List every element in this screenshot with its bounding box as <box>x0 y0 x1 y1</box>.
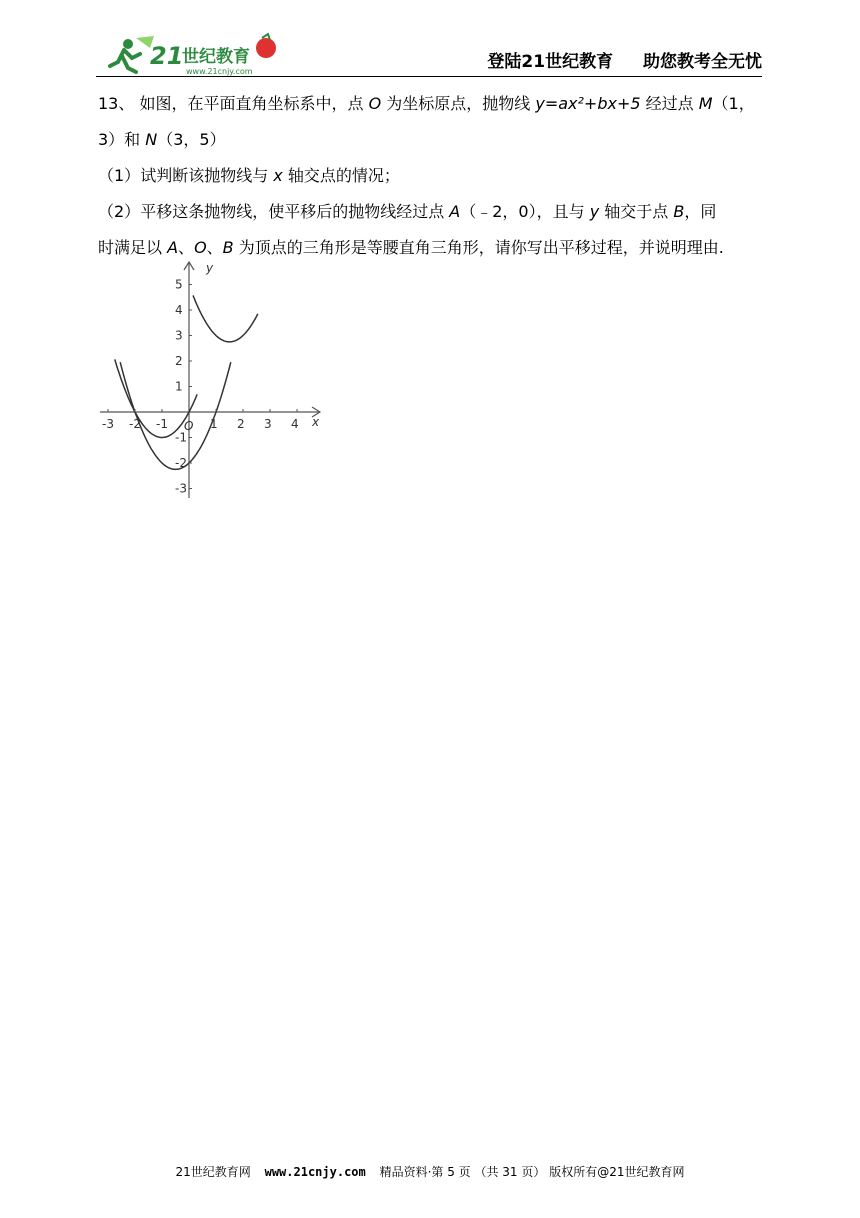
part-2-text: （﹣2，0），且与 <box>460 202 590 221</box>
part-2-text: 轴交于点 <box>599 202 674 221</box>
footer-right: 版权所有@21世纪教育网 <box>549 1165 685 1179</box>
y-tick-label: 2 <box>175 354 183 368</box>
slogan-right: 助您教考全无忧 <box>643 52 762 72</box>
x-tick-label: -2 <box>129 417 141 431</box>
footer-left: 21世纪教育网 <box>175 1165 251 1179</box>
y-tick-label: -2 <box>175 456 187 470</box>
x-tick-label: 4 <box>291 417 299 431</box>
y-tick-label: 1 <box>175 379 183 394</box>
part-2-label: （2） <box>98 202 141 221</box>
question-text: 为坐标原点，抛物线 <box>381 94 536 113</box>
x-axis-label: x <box>312 415 320 429</box>
y-tick-label: -1 <box>175 430 187 445</box>
x-tick-label: 3 <box>264 417 272 431</box>
question-line-2 <box>98 122 762 158</box>
var-y: y <box>589 202 600 221</box>
parabola-shifted-b <box>120 362 231 469</box>
point-b-label: B <box>673 202 685 221</box>
x-tick-label: 1 <box>210 417 218 431</box>
slogan-left: 登陆21世纪教育 <box>487 52 614 72</box>
page-footer <box>0 1163 860 1180</box>
origin-label: O <box>184 419 194 433</box>
part-1 <box>98 158 762 194</box>
svg-text:世纪教育: 世纪教育 <box>182 47 250 67</box>
site-logo <box>106 32 286 76</box>
parabola-original <box>193 295 258 342</box>
part-1-text: 轴交点的情况； <box>282 166 400 185</box>
point-n-label: N <box>145 130 158 149</box>
y-tick-label: 3 <box>175 328 183 343</box>
coord-n: （3，5） <box>157 130 226 149</box>
equation: y=ax²+bx+5 <box>535 94 641 113</box>
question-text: 如图，在平面直角坐标系中，点 <box>139 94 369 113</box>
point-b-label: B <box>222 238 234 257</box>
question-number: 13、 <box>98 94 135 113</box>
point-m-label: M <box>698 94 713 113</box>
footer-site-link[interactable]: www.21cnjy.com <box>264 1165 366 1179</box>
point-o-label: O <box>194 238 207 257</box>
var-x: x <box>273 166 283 185</box>
parabola-figure <box>98 256 322 500</box>
part-1-text: 试判断该抛物线与 <box>140 166 274 185</box>
svg-text:www.21cnjy.com: www.21cnjy.com <box>186 67 253 76</box>
part-2-text: 时满足以 <box>98 238 168 257</box>
part-2-line-1 <box>98 194 762 230</box>
coord-m-cont: 3）和 <box>98 130 146 149</box>
question-text: 经过点 <box>640 94 699 113</box>
footer-page-info: 精品资料·第 5 页 （共 31 页） <box>379 1165 546 1179</box>
x-tick-label: -3 <box>102 417 114 431</box>
point-a-label: A <box>449 202 461 221</box>
part-2-text: ，同 <box>684 202 717 221</box>
y-tick-label: 5 <box>175 277 183 292</box>
y-axis-label: y <box>206 261 214 275</box>
question-body <box>98 86 762 266</box>
coord-m: （1， <box>712 94 755 113</box>
part-2-text: 为顶点的三角形是等腰直角三角形，请你写出平移过程，并说明理由. <box>233 238 724 257</box>
page-header <box>96 28 762 77</box>
y-tick-label: 4 <box>175 303 183 317</box>
y-tick-label: -3 <box>175 481 187 496</box>
header-slogan <box>463 47 762 72</box>
x-tick-label: -1 <box>156 417 168 431</box>
coordinate-plane <box>98 256 322 500</box>
point-a-label: A <box>167 238 179 257</box>
x-tick-label: 2 <box>237 417 245 431</box>
svg-text:21: 21 <box>150 42 184 70</box>
separator: 、 <box>206 238 223 257</box>
point-o-label: O <box>368 94 382 113</box>
separator: 、 <box>178 238 195 257</box>
part-1-label: （1） <box>98 166 141 185</box>
part-2-text: 平移这条抛物线，使平移后的抛物线经过点 <box>140 202 450 221</box>
question-line-1 <box>98 86 762 122</box>
logo-graphic <box>106 32 286 76</box>
